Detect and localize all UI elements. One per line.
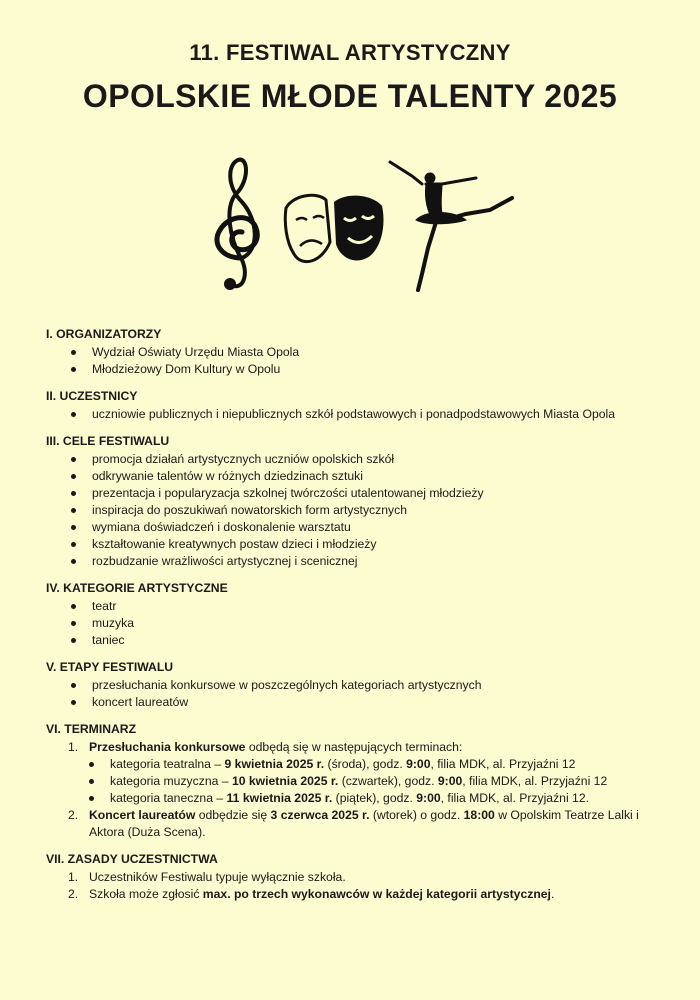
list-item: koncert laureatów	[71, 694, 666, 711]
item-number: 1.	[68, 870, 79, 884]
document-body	[46, 326, 666, 913]
section-heading: VI. TERMINARZ	[46, 722, 137, 736]
section-heading: IV. KATEGORIE ARTYSTYCZNE	[46, 581, 228, 595]
section-heading: VII. ZASADY UCZESTNICTWA	[46, 852, 218, 866]
festival-name: OPOLSKIE MŁODE TALENTY 2025	[82, 78, 618, 114]
concert-time: 18:00	[463, 808, 495, 822]
entry-text: (piątek), godz.	[332, 791, 417, 805]
entry-date: 10 kwietnia 2025 r.	[231, 774, 339, 788]
numbered-item	[68, 869, 666, 886]
entry-text: kategoria teatralna –	[110, 757, 225, 771]
section-categories	[46, 580, 666, 649]
item-text: w Opolskim Teatrze Lalki i Aktora (Duża Scena).	[89, 808, 639, 839]
numbered-item	[68, 886, 666, 903]
list-item: kształtowanie kreatywnych postaw dzieci i młodzieży	[71, 536, 666, 553]
entry-time: 9:00	[437, 774, 463, 788]
list-item: wymiana doświadczeń i doskonalenie warsztatu	[71, 519, 666, 536]
item-text: odbędzie się	[195, 808, 271, 822]
entry-time: 9:00	[416, 791, 441, 805]
emphasis: max. po trzech wykonawców w każdej kategorii artystycznej	[202, 887, 551, 901]
emphasis: Przesłuchania konkursowe	[89, 740, 246, 754]
item-text: .	[550, 887, 555, 901]
list-item: Wydział Oświaty Urzędu Miasta Opola	[71, 344, 666, 361]
entry-text: kategoria taneczna –	[110, 791, 227, 805]
schedule-entry	[89, 773, 666, 790]
section-heading: III. CELE FESTIWALU	[46, 434, 170, 448]
item-number: 2.	[68, 808, 79, 822]
list-item: promocja działań artystycznych uczniów opolskich szkół	[71, 451, 666, 468]
item-number: 1.	[68, 740, 79, 754]
section-rules	[46, 851, 666, 903]
item-text: (wtorek) o godz.	[369, 808, 464, 822]
item-text: Szkoła może zgłosić	[89, 887, 203, 901]
list-item: muzyka	[71, 615, 666, 632]
art-illustration	[190, 150, 520, 300]
ballerina-icon	[390, 162, 512, 290]
festival-title: 11. FESTIWAL ARTYSTYCZNY	[189, 40, 511, 65]
section-goals	[46, 433, 666, 570]
entry-text: (czwartek), godz.	[338, 774, 438, 788]
section-stages	[46, 659, 666, 711]
section-participants	[46, 388, 666, 423]
section-heading: V. ETAPY FESTIWALU	[46, 660, 174, 674]
item-text: odbędą się w następujących terminach:	[245, 740, 463, 754]
entry-text: , filia MDK, al. Przyjaźni 12.	[440, 791, 589, 805]
entry-text: , filia MDK, al. Przyjaźni 12	[462, 774, 608, 788]
treble-clef-icon	[217, 160, 257, 290]
item-text: Uczestników Festiwalu typuje wyłącznie szkoła.	[89, 870, 346, 884]
list-item: rozbudzanie wrażliwości artystycznej i scenicznej	[71, 553, 666, 570]
numbered-item	[68, 739, 666, 807]
schedule-entry	[89, 790, 666, 807]
section-schedule	[46, 721, 666, 841]
list-item: inspiracja do poszukiwań nowatorskich form artystycznych	[71, 502, 666, 519]
emphasis: Koncert laureatów	[89, 808, 196, 822]
entry-date: 9 kwietnia 2025 r.	[224, 757, 325, 771]
numbered-item	[68, 807, 666, 841]
list-item: odkrywanie talentów w różnych dziedzinach sztuki	[71, 468, 666, 485]
item-number: 2.	[68, 887, 79, 901]
entry-text: , filia MDK, al. Przyjaźni 12	[430, 757, 576, 771]
theater-masks-icon	[285, 195, 383, 261]
list-item: teatr	[71, 598, 666, 615]
section-heading: I. ORGANIZATORZY	[46, 327, 162, 341]
entry-text: kategoria muzyczna –	[110, 774, 232, 788]
schedule-entry	[89, 756, 666, 773]
entry-text: (środa), godz.	[324, 757, 407, 771]
concert-date: 3 czerwca 2025 r.	[270, 808, 370, 822]
section-organizers	[46, 326, 666, 378]
list-item: taniec	[71, 632, 666, 649]
list-item: uczniowie publicznych i niepublicznych szkół podstawowych i ponadpodstawowych Miasta Opola	[71, 406, 666, 423]
list-item: prezentacja i popularyzacja szkolnej twórczości utalentowanej młodzieży	[71, 485, 666, 502]
list-item: przesłuchania konkursowe w poszczególnych kategoriach artystycznych	[71, 677, 666, 694]
section-heading: II. UCZESTNICY	[46, 389, 138, 403]
list-item: Młodzieżowy Dom Kultury w Opolu	[71, 361, 666, 378]
entry-time: 9:00	[406, 757, 431, 771]
entry-date: 11 kwietnia 2025 r.	[226, 791, 333, 805]
